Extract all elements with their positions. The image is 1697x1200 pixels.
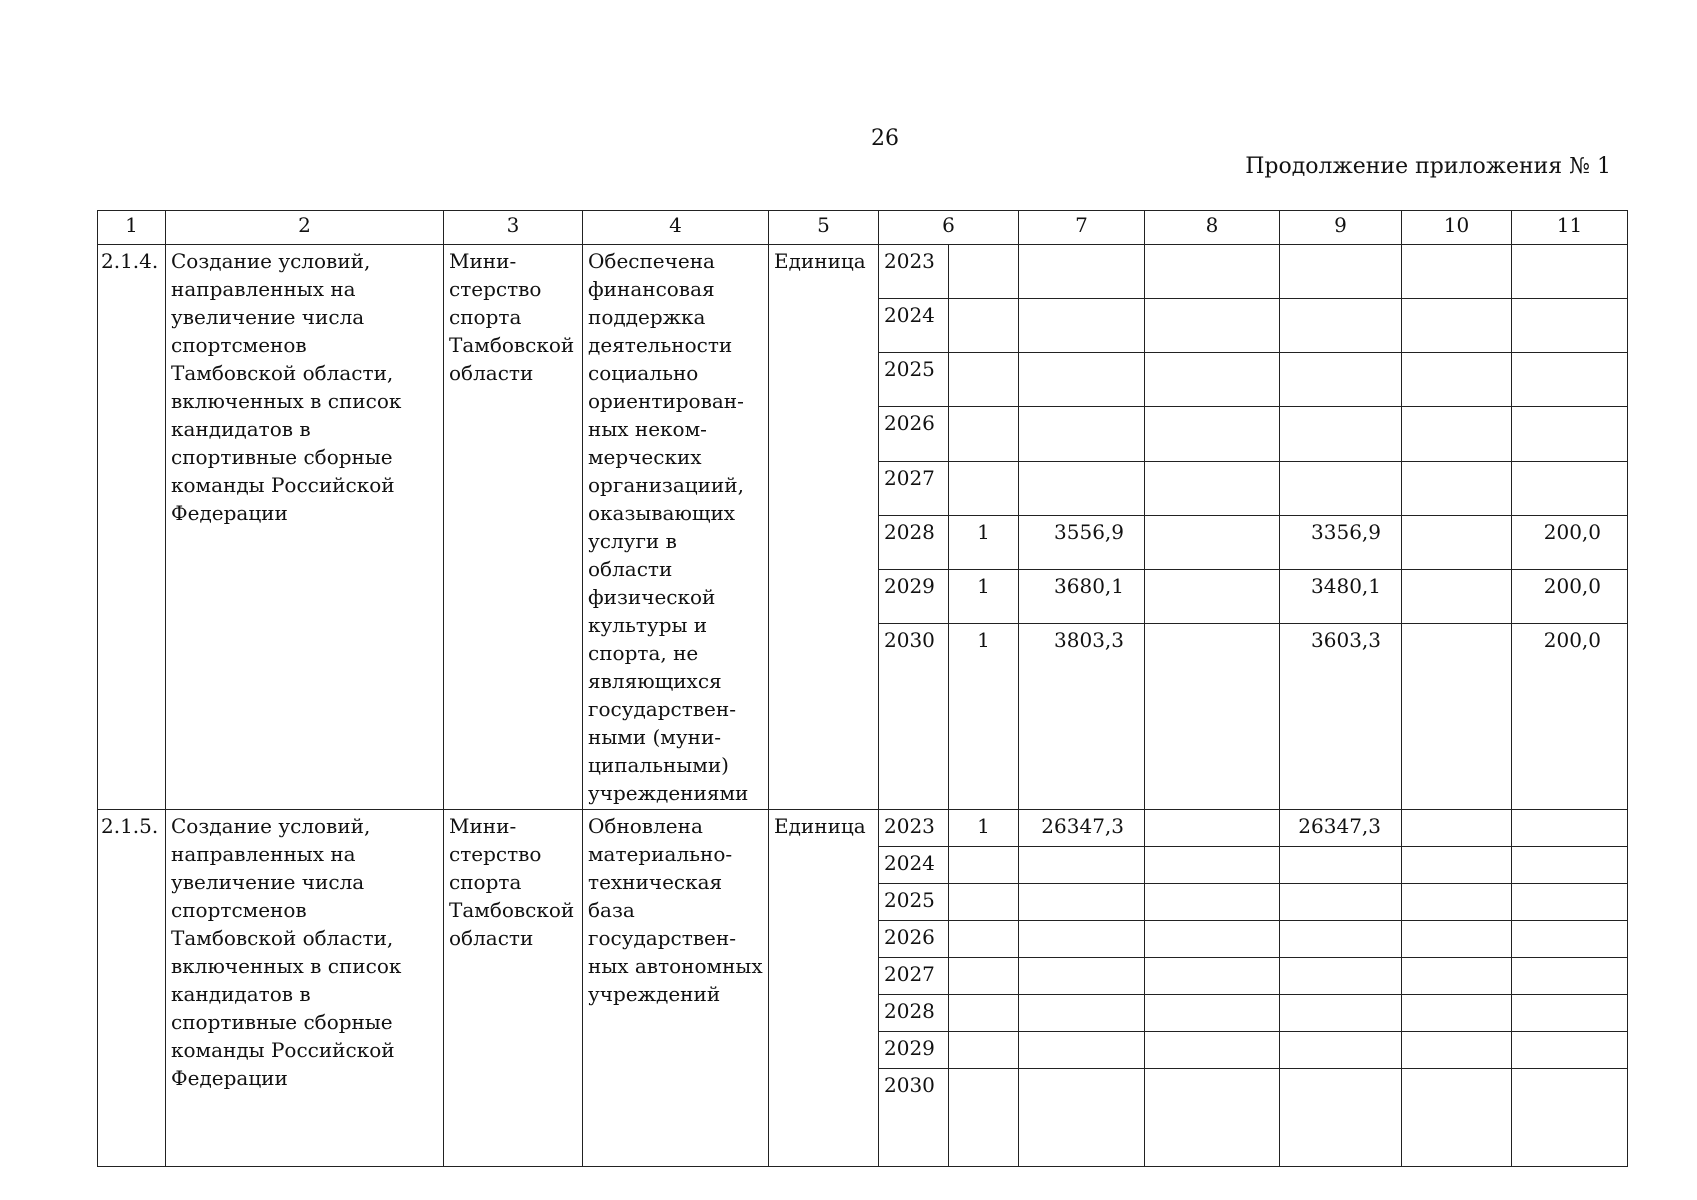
qty-cell [949,1032,1019,1069]
value-col7 [1019,245,1145,299]
value-col8 [1145,847,1280,884]
header-cell: 10 [1402,211,1512,245]
value-col7 [1019,1069,1145,1167]
value-col7 [1019,884,1145,921]
value-col11 [1512,1069,1628,1167]
header-cell: 7 [1019,211,1145,245]
value-col10 [1402,353,1512,407]
value-col9 [1280,1032,1402,1069]
value-col11 [1512,847,1628,884]
value-col11 [1512,810,1628,847]
year-cell: 2030 [879,624,949,810]
value-col10 [1402,810,1512,847]
value-col9 [1280,884,1402,921]
value-col11 [1512,299,1628,353]
value-col7 [1019,958,1145,995]
value-col11: 200,0 [1512,515,1628,569]
value-col8 [1145,353,1280,407]
qty-cell [949,958,1019,995]
year-cell: 2028 [879,515,949,569]
item-code: 2.1.5. [98,810,166,1167]
value-col11 [1512,921,1628,958]
qty-cell [949,245,1019,299]
value-col7 [1019,1032,1145,1069]
value-col10 [1402,995,1512,1032]
value-col10 [1402,515,1512,569]
value-col8 [1145,884,1280,921]
value-col9 [1280,245,1402,299]
qty-cell [949,1069,1019,1167]
qty-cell: 1 [949,515,1019,569]
value-col8 [1145,1032,1280,1069]
value-col11: 200,0 [1512,569,1628,623]
appendix-caption: Продолжение приложения № 1 [1245,154,1611,179]
year-cell: 2026 [879,407,949,461]
value-col10 [1402,884,1512,921]
value-col9: 3356,9 [1280,515,1402,569]
value-col8 [1145,624,1280,810]
table-row [98,810,1628,847]
value-col8 [1145,995,1280,1032]
year-cell: 2025 [879,884,949,921]
value-col9 [1280,1069,1402,1167]
value-col7 [1019,921,1145,958]
value-col10 [1402,461,1512,515]
value-col9: 3603,3 [1280,624,1402,810]
year-cell: 2027 [879,958,949,995]
program-table [97,210,1628,1167]
value-col11 [1512,407,1628,461]
item-name: Создание условий, направленных на увеличение числа спортсменов Тамбовской области, включенных в список кандидатов в спортивные сборные команды Российской Федерации [166,810,444,1167]
year-cell: 2024 [879,847,949,884]
value-col7: 3803,3 [1019,624,1145,810]
value-col8 [1145,958,1280,995]
page-number: 26 [871,126,899,151]
value-col8 [1145,461,1280,515]
value-col9 [1280,353,1402,407]
value-col11 [1512,958,1628,995]
value-col9 [1280,921,1402,958]
item-unit: Единица [769,245,879,810]
value-col10 [1402,245,1512,299]
item-result: Обеспечена финансовая поддержка деятельности социально ориентирован- ных неком- мерческих организациий, оказывающих услуги в области физической культуры и спорта, не являющихся государствен- ными (муни- ципальными) учреждениями [583,245,769,810]
year-cell: 2028 [879,995,949,1032]
header-cell: 6 [879,211,1019,245]
value-col9: 26347,3 [1280,810,1402,847]
value-col8 [1145,1069,1280,1167]
value-col9 [1280,958,1402,995]
value-col7 [1019,353,1145,407]
year-cell: 2025 [879,353,949,407]
header-cell: 11 [1512,211,1628,245]
qty-cell [949,921,1019,958]
item-code: 2.1.4. [98,245,166,810]
qty-cell [949,461,1019,515]
value-col9 [1280,995,1402,1032]
value-col9: 3480,1 [1280,569,1402,623]
value-col8 [1145,245,1280,299]
value-col11 [1512,461,1628,515]
value-col9 [1280,847,1402,884]
value-col11 [1512,884,1628,921]
value-col8 [1145,569,1280,623]
qty-cell [949,299,1019,353]
value-col7 [1019,461,1145,515]
qty-cell: 1 [949,810,1019,847]
value-col9 [1280,299,1402,353]
qty-cell: 1 [949,624,1019,810]
value-col10 [1402,569,1512,623]
value-col11 [1512,995,1628,1032]
header-cell: 5 [769,211,879,245]
qty-cell [949,847,1019,884]
value-col8 [1145,299,1280,353]
header-cell: 4 [583,211,769,245]
value-col7: 26347,3 [1019,810,1145,847]
value-col10 [1402,1032,1512,1069]
value-col9 [1280,461,1402,515]
value-col10 [1402,958,1512,995]
year-cell: 2029 [879,1032,949,1069]
header-cell: 3 [444,211,583,245]
header-cell: 2 [166,211,444,245]
item-unit: Единица [769,810,879,1167]
value-col11 [1512,245,1628,299]
qty-cell [949,407,1019,461]
value-col7 [1019,847,1145,884]
value-col7: 3556,9 [1019,515,1145,569]
value-col7 [1019,299,1145,353]
year-cell: 2026 [879,921,949,958]
value-col9 [1280,407,1402,461]
value-col10 [1402,1069,1512,1167]
item-result: Обновлена материально- техническая база государствен- ных автономных учреждений [583,810,769,1167]
header-cell: 1 [98,211,166,245]
value-col11: 200,0 [1512,624,1628,810]
value-col10 [1402,299,1512,353]
value-col10 [1402,847,1512,884]
header-row [98,211,1628,245]
year-cell: 2023 [879,245,949,299]
value-col7 [1019,995,1145,1032]
value-col7: 3680,1 [1019,569,1145,623]
value-col11 [1512,1032,1628,1069]
value-col10 [1402,624,1512,810]
year-cell: 2024 [879,299,949,353]
value-col10 [1402,921,1512,958]
table-row [98,245,1628,299]
value-col7 [1019,407,1145,461]
qty-cell [949,884,1019,921]
year-cell: 2027 [879,461,949,515]
item-name: Создание условий, направленных на увеличение числа спортсменов Тамбовской области, включенных в список кандидатов в спортивные сборные команды Российской Федерации [166,245,444,810]
year-cell: 2029 [879,569,949,623]
qty-cell: 1 [949,569,1019,623]
header-cell: 9 [1280,211,1402,245]
header-cell: 8 [1145,211,1280,245]
value-col11 [1512,353,1628,407]
item-executor: Мини- стерство спорта Тамбовской области [444,245,583,810]
qty-cell [949,353,1019,407]
value-col10 [1402,407,1512,461]
item-executor: Мини- стерство спорта Тамбовской области [444,810,583,1167]
value-col8 [1145,515,1280,569]
year-cell: 2023 [879,810,949,847]
value-col8 [1145,407,1280,461]
year-cell: 2030 [879,1069,949,1167]
value-col8 [1145,810,1280,847]
qty-cell [949,995,1019,1032]
value-col8 [1145,921,1280,958]
